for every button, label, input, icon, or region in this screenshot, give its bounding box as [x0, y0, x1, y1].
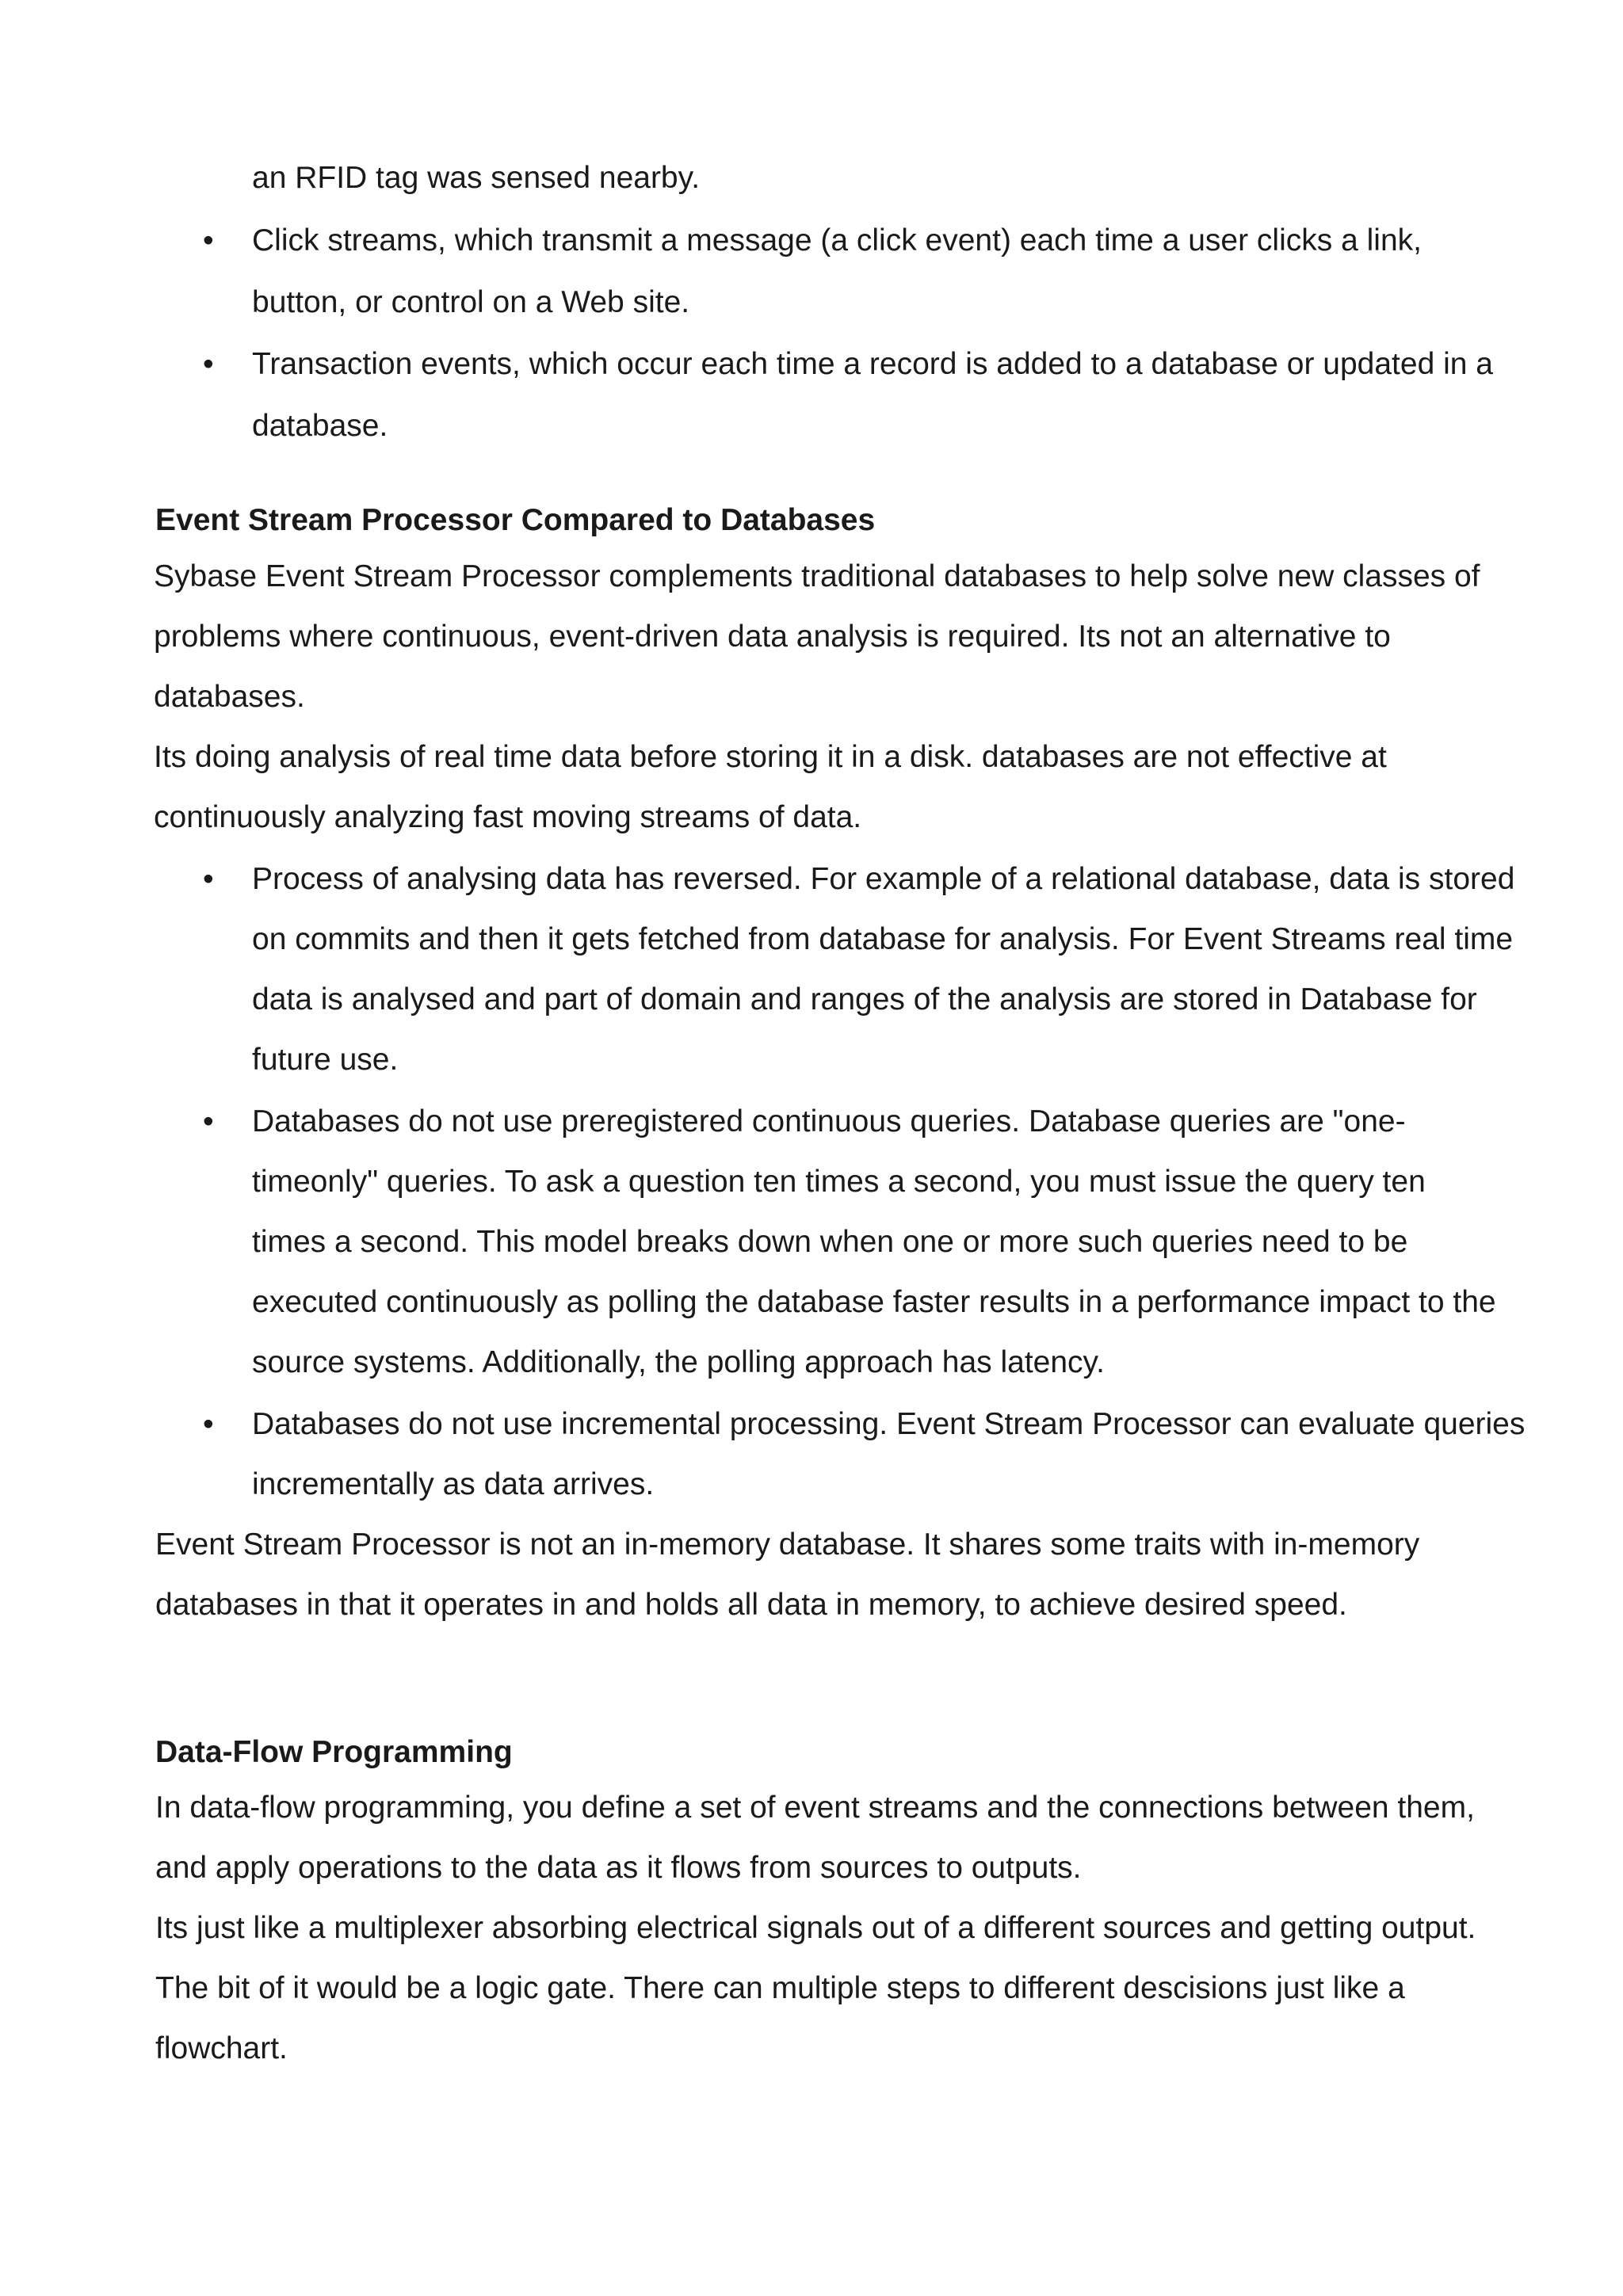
paragraph-line: databases. [154, 680, 305, 714]
bullet-marker: • [203, 1407, 214, 1441]
bullet-marker: • [203, 1104, 214, 1138]
list-item-continuation: an RFID tag was sensed nearby. [252, 161, 701, 195]
list-item-text: database. [252, 409, 388, 443]
list-item-text: incrementally as data arrives. [252, 1467, 655, 1501]
list-item-text: on commits and then it gets fetched from database for analysis. For Event Streams real time [252, 922, 1514, 956]
list-item-text: timeonly" queries. To ask a question ten times a second, you must issue the query ten [252, 1165, 1426, 1199]
paragraph-line: problems where continuous, event-driven data analysis is required. Its not an alternative to [154, 620, 1391, 654]
list-item-text: Transaction events, which occur each time a record is added to a database or updated in a [252, 347, 1493, 381]
list-item-text: Click streams, which transmit a message (a click event) each time a user clicks a link, [252, 223, 1422, 257]
bullet-marker: • [203, 223, 214, 257]
paragraph-line: Its doing analysis of real time data before storing it in a disk. databases are not effective at [154, 740, 1387, 774]
paragraph-line: flowchart. [155, 2031, 288, 2065]
list-item-text: Databases do not use preregistered continuous queries. Database queries are "one- [252, 1104, 1406, 1138]
list-item-text: source systems. Additionally, the polling approach has latency. [252, 1345, 1105, 1379]
paragraph-line: Event Stream Processor is not an in-memory database. It shares some traits with in-memory [155, 1527, 1420, 1562]
paragraph-line: The bit of it would be a logic gate. There can multiple steps to different descisions just like a [155, 1971, 1405, 2005]
paragraph-line: and apply operations to the data as it flows from sources to outputs. [155, 1851, 1082, 1885]
list-item-text: Process of analysing data has reversed. For example of a relational database, data is stored [252, 862, 1515, 896]
paragraph-line [154, 559, 1480, 593]
section-heading: Data-Flow Programming [155, 1735, 513, 1769]
list-item-text: future use. [252, 1043, 399, 1077]
bullet-marker: • [203, 347, 214, 381]
paragraph-line: databases in that it operates in and holds all data in memory, to achieve desired speed. [155, 1588, 1347, 1622]
paragraph-line: Its just like a multiplexer absorbing electrical signals out of a different sources and getting output. [155, 1911, 1476, 1945]
paragraph-line: In data-flow programming, you define a set of event streams and the connections between them, [155, 1791, 1475, 1825]
bullet-marker: • [203, 862, 214, 896]
paragraph-line: continuously analyzing fast moving streams of data. [154, 800, 862, 834]
section-heading: Event Stream Processor Compared to Databases [155, 503, 876, 537]
list-item-text: button, or control on a Web site. [252, 285, 690, 319]
justified-text [154, 559, 1480, 593]
list-item-text: Databases do not use incremental processing. Event Stream Processor can evaluate queries [252, 1407, 1526, 1441]
list-item-text: data is analysed and part of domain and ranges of the analysis are stored in Database for [252, 982, 1477, 1016]
text-span: Sybase Event Stream Processor complements traditional databases to help solve new classes of [154, 559, 1480, 593]
list-item-text: times a second. This model breaks down when one or more such queries need to be [252, 1225, 1408, 1259]
list-item-text: executed continuously as polling the database faster results in a performance impact to the [252, 1285, 1496, 1319]
